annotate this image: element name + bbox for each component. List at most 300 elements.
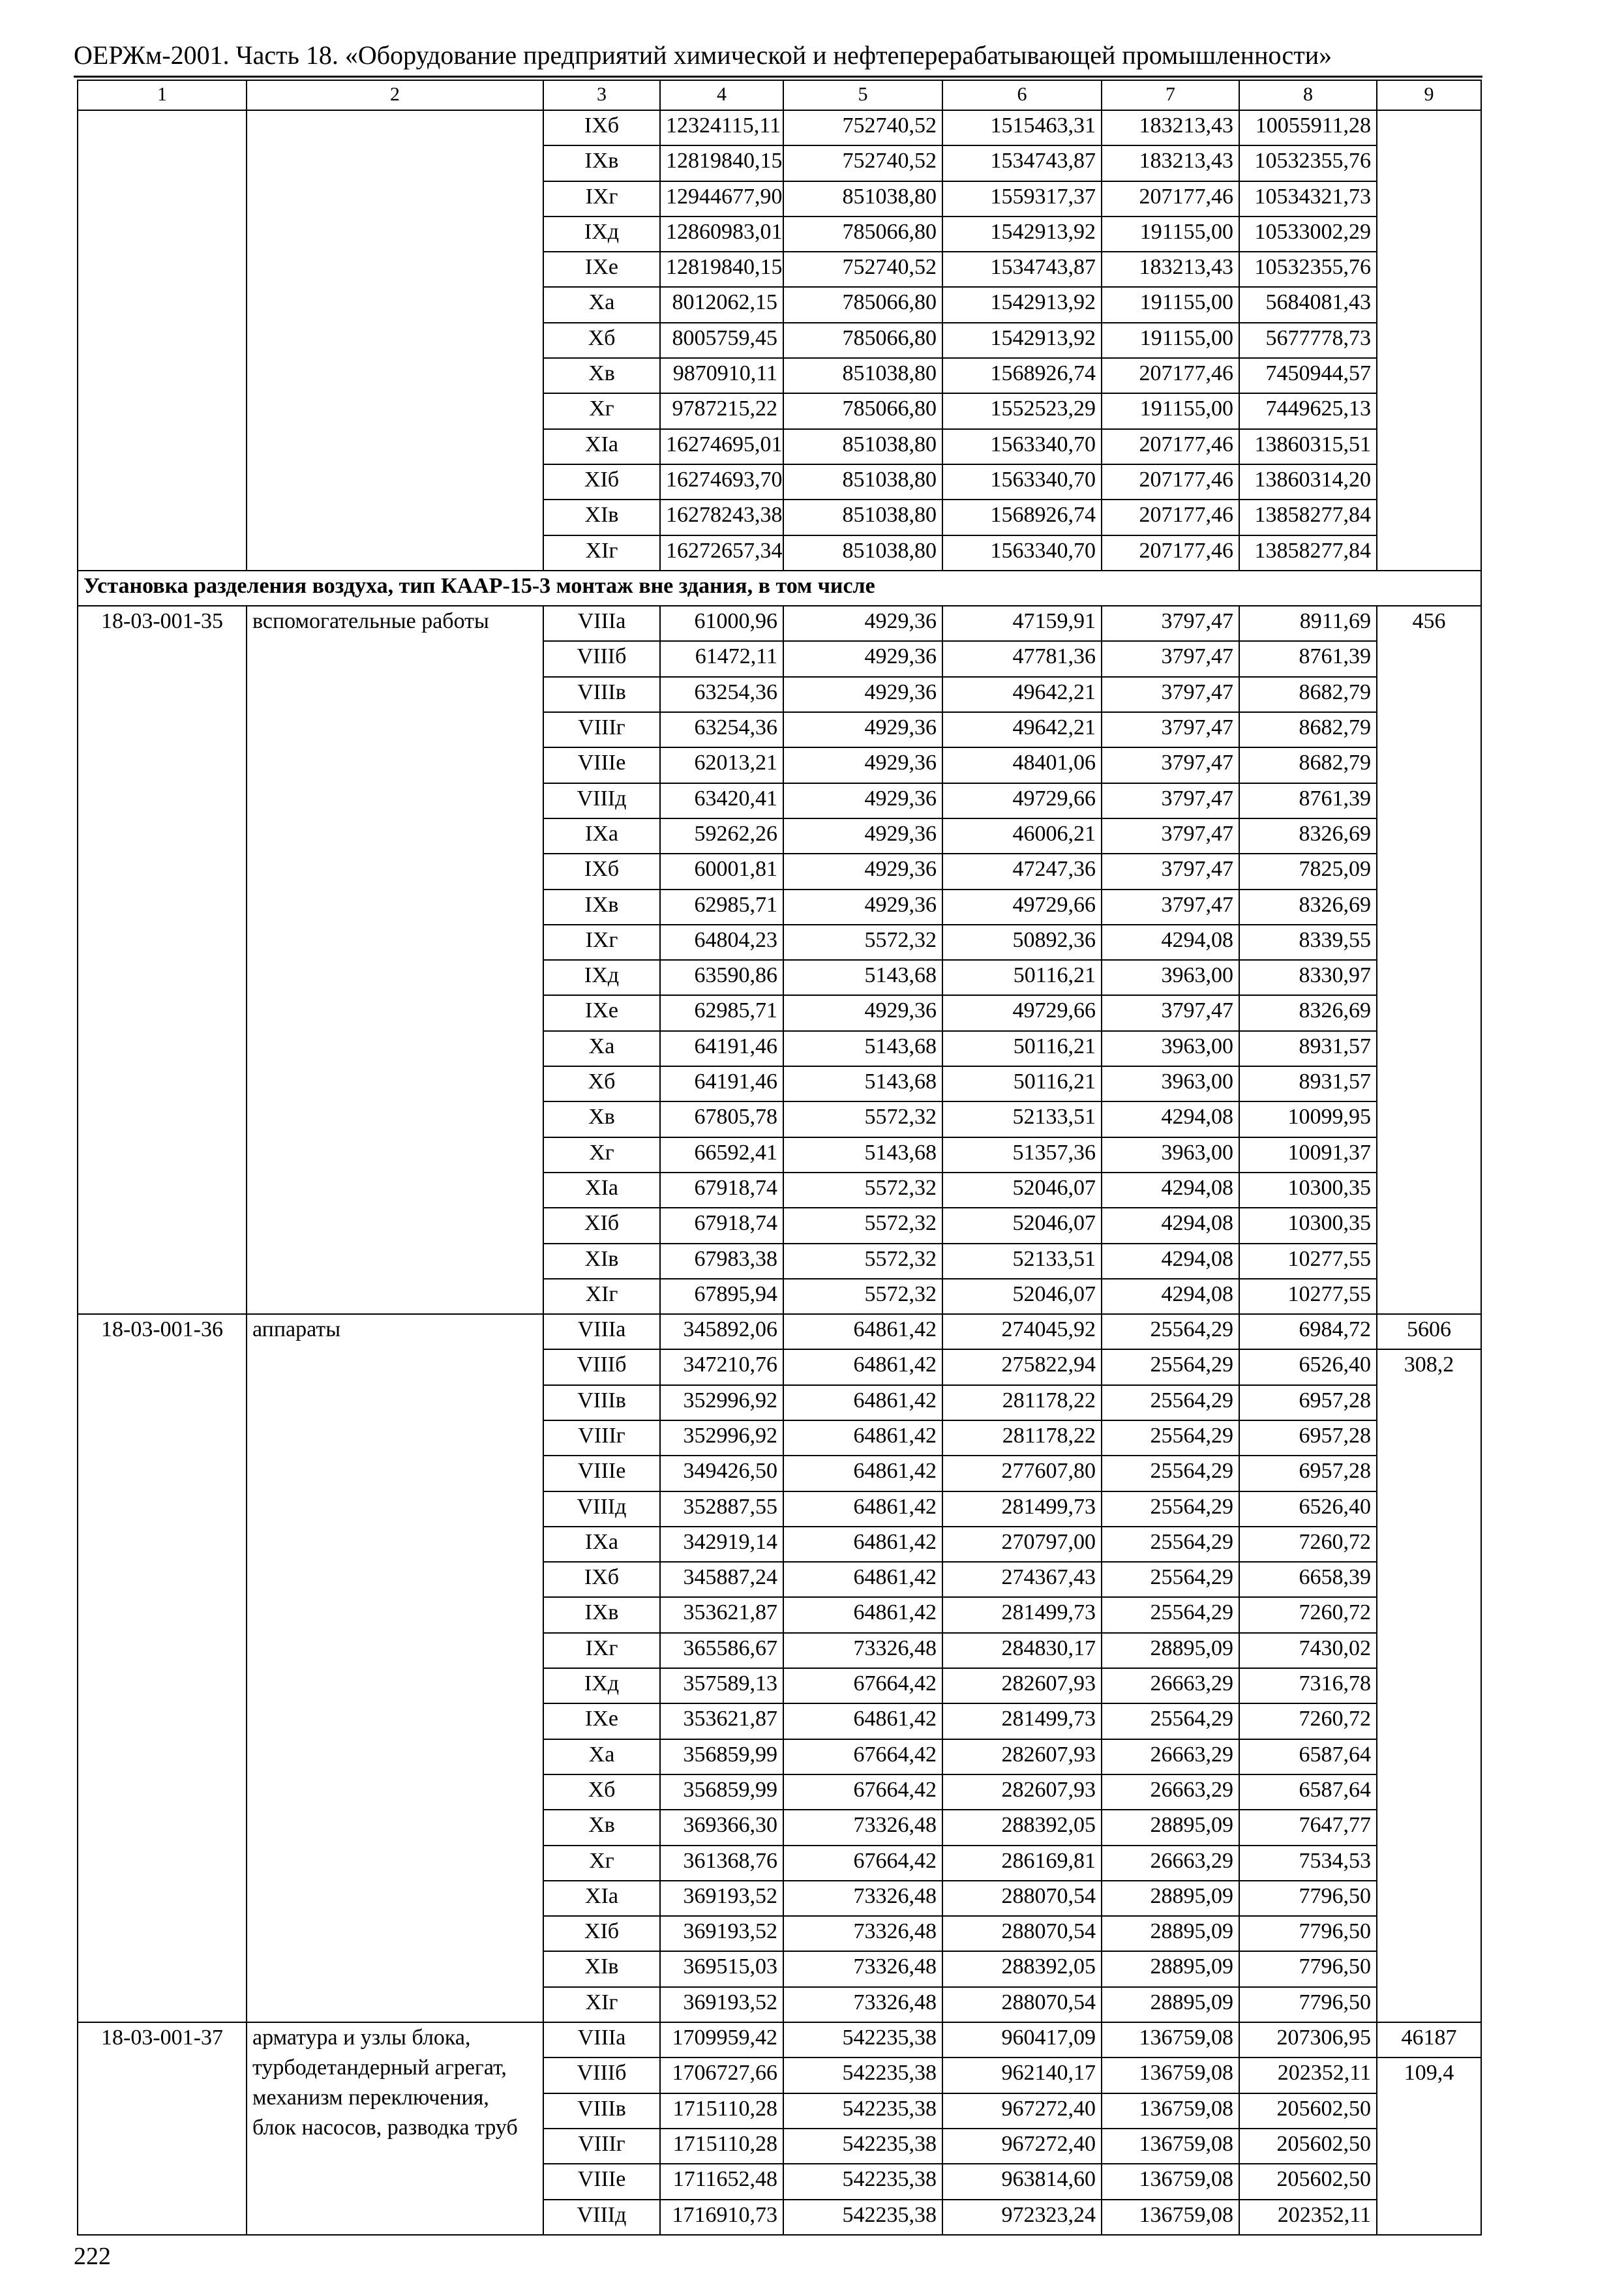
value-cell: 50116,21 bbox=[942, 1031, 1102, 1066]
value-cell: 542235,38 bbox=[783, 2022, 942, 2057]
value-cell: 28895,09 bbox=[1102, 1916, 1239, 1951]
zone-cell: XIа bbox=[543, 1881, 660, 1916]
value-cell: 967272,40 bbox=[942, 2129, 1102, 2164]
value-cell: 50116,21 bbox=[942, 1066, 1102, 1101]
value-cell: 752740,52 bbox=[783, 252, 942, 287]
value-cell: 851038,80 bbox=[783, 181, 942, 217]
value-cell: 8761,39 bbox=[1239, 641, 1377, 676]
zone-cell: IXв bbox=[543, 145, 660, 181]
value-cell: 1563340,70 bbox=[942, 464, 1102, 500]
value-cell: 960417,09 bbox=[942, 2022, 1102, 2057]
value-cell: 851038,80 bbox=[783, 429, 942, 464]
value-cell: 5572,32 bbox=[783, 1244, 942, 1279]
value-cell: 25564,29 bbox=[1102, 1456, 1239, 1491]
value-cell: 274045,92 bbox=[942, 1314, 1102, 1349]
column-number: 9 bbox=[1377, 80, 1481, 110]
value-cell: 207177,46 bbox=[1102, 358, 1239, 393]
value-cell: 136759,08 bbox=[1102, 2022, 1239, 2057]
value-cell: 202352,11 bbox=[1239, 2200, 1377, 2235]
zone-cell: VIIIб bbox=[543, 641, 660, 676]
value-cell: 49729,66 bbox=[942, 890, 1102, 925]
zone-cell: XIг bbox=[543, 1987, 660, 2022]
value-cell: 10532355,76 bbox=[1239, 145, 1377, 181]
name-cell: аппараты bbox=[247, 1314, 543, 2022]
value-cell: 67983,38 bbox=[660, 1244, 783, 1279]
value-cell: 64861,42 bbox=[783, 1456, 942, 1491]
value-cell: 52046,07 bbox=[942, 1208, 1102, 1243]
value-cell: 274367,43 bbox=[942, 1562, 1102, 1597]
value-cell: 3797,47 bbox=[1102, 606, 1239, 641]
zone-cell: IXд bbox=[543, 217, 660, 252]
value-cell: 3797,47 bbox=[1102, 995, 1239, 1030]
value-cell: 785066,80 bbox=[783, 323, 942, 358]
value-cell: 12819840,15 bbox=[660, 145, 783, 181]
section-title: Установка разделения воздуха, тип КААР-15-3 монтаж вне здания, в том числе bbox=[78, 571, 1481, 606]
value-cell: 542235,38 bbox=[783, 2200, 942, 2235]
value-cell: 25564,29 bbox=[1102, 1597, 1239, 1632]
value-cell: 4929,36 bbox=[783, 677, 942, 712]
value-cell: 47247,36 bbox=[942, 854, 1102, 889]
value-cell: 3797,47 bbox=[1102, 641, 1239, 676]
value-cell: 7449625,13 bbox=[1239, 393, 1377, 428]
value-cell: 50116,21 bbox=[942, 960, 1102, 995]
value-cell: 4929,36 bbox=[783, 747, 942, 783]
value-cell: 542235,38 bbox=[783, 2057, 942, 2093]
value-cell: 73326,48 bbox=[783, 1951, 942, 1986]
value-cell: 6984,72 bbox=[1239, 1314, 1377, 1349]
zone-cell: IXг bbox=[543, 1633, 660, 1668]
column-number-row bbox=[78, 80, 1481, 110]
value-cell: 851038,80 bbox=[783, 464, 942, 500]
value-cell: 26663,29 bbox=[1102, 1846, 1239, 1881]
value-cell: 5677778,73 bbox=[1239, 323, 1377, 358]
value-cell: 270797,00 bbox=[942, 1527, 1102, 1562]
value-cell: 4929,36 bbox=[783, 606, 942, 641]
value-cell: 73326,48 bbox=[783, 1987, 942, 2022]
value-cell: 73326,48 bbox=[783, 1633, 942, 1668]
code-cell: 18-03-001-35 bbox=[78, 606, 247, 1314]
value-cell: 281499,73 bbox=[942, 1597, 1102, 1632]
value-cell: 963814,60 bbox=[942, 2164, 1102, 2199]
value-cell: 281178,22 bbox=[942, 1420, 1102, 1456]
value-cell: 369515,03 bbox=[660, 1951, 783, 1986]
value-cell: 73326,48 bbox=[783, 1810, 942, 1845]
value-cell: 4929,36 bbox=[783, 995, 942, 1030]
value-cell: 64861,42 bbox=[783, 1385, 942, 1420]
zone-cell: VIIIе bbox=[543, 747, 660, 783]
value-cell: 3797,47 bbox=[1102, 854, 1239, 889]
value-cell: 1568926,74 bbox=[942, 358, 1102, 393]
value-cell: 67918,74 bbox=[660, 1208, 783, 1243]
value-cell: 4294,08 bbox=[1102, 1279, 1239, 1314]
zone-cell: VIIIд bbox=[543, 783, 660, 818]
value-cell: 4294,08 bbox=[1102, 1208, 1239, 1243]
value-cell: 361368,76 bbox=[660, 1846, 783, 1881]
column-number: 6 bbox=[942, 80, 1102, 110]
value-cell: 542235,38 bbox=[783, 2093, 942, 2129]
zone-cell: IXд bbox=[543, 960, 660, 995]
value-cell: 5572,32 bbox=[783, 1279, 942, 1314]
value-cell: 6957,28 bbox=[1239, 1420, 1377, 1456]
code-cell: 18-03-001-36 bbox=[78, 1314, 247, 2022]
value-cell: 136759,08 bbox=[1102, 2057, 1239, 2093]
zone-cell: VIIIг bbox=[543, 712, 660, 747]
value-cell: 282607,93 bbox=[942, 1739, 1102, 1774]
zone-cell: IXе bbox=[543, 995, 660, 1030]
value-cell: 6526,40 bbox=[1239, 1491, 1377, 1527]
value-cell: 5572,32 bbox=[783, 1173, 942, 1208]
value-cell: 207177,46 bbox=[1102, 181, 1239, 217]
value-cell: 7534,53 bbox=[1239, 1846, 1377, 1881]
value-cell: 1711652,48 bbox=[660, 2164, 783, 2199]
value-cell: 7260,72 bbox=[1239, 1527, 1377, 1562]
value-cell: 16274693,70 bbox=[660, 464, 783, 500]
name-cell: вспомогательные работы bbox=[247, 606, 543, 1314]
value-cell: 25564,29 bbox=[1102, 1420, 1239, 1456]
value-cell: 288070,54 bbox=[942, 1881, 1102, 1916]
zone-cell: VIIIб bbox=[543, 2057, 660, 2093]
value-cell: 12860983,01 bbox=[660, 217, 783, 252]
value-cell: 8326,69 bbox=[1239, 890, 1377, 925]
value-cell: 205602,50 bbox=[1239, 2164, 1377, 2199]
value-cell: 62013,21 bbox=[660, 747, 783, 783]
value-cell: 52133,51 bbox=[942, 1244, 1102, 1279]
value-cell: 49642,21 bbox=[942, 677, 1102, 712]
value-cell: 12324115,11 bbox=[660, 110, 783, 145]
value-cell: 47159,91 bbox=[942, 606, 1102, 641]
value-cell: 28895,09 bbox=[1102, 1951, 1239, 1986]
value-cell: 1534743,87 bbox=[942, 145, 1102, 181]
value-cell: 191155,00 bbox=[1102, 323, 1239, 358]
value-cell: 9787215,22 bbox=[660, 393, 783, 428]
value-cell: 6658,39 bbox=[1239, 1562, 1377, 1597]
value-cell: 1515463,31 bbox=[942, 110, 1102, 145]
value-cell: 345887,24 bbox=[660, 1562, 783, 1597]
value-cell: 6587,64 bbox=[1239, 1774, 1377, 1810]
value-cell: 542235,38 bbox=[783, 2164, 942, 2199]
zone-cell: VIIIа bbox=[543, 1314, 660, 1349]
zone-cell: IXб bbox=[543, 854, 660, 889]
zone-cell: XIа bbox=[543, 1173, 660, 1208]
value-cell: 4294,08 bbox=[1102, 1101, 1239, 1137]
value-cell: 67918,74 bbox=[660, 1173, 783, 1208]
value-cell: 8339,55 bbox=[1239, 925, 1377, 960]
section-row bbox=[78, 571, 1481, 606]
value-cell: 64191,46 bbox=[660, 1031, 783, 1066]
value-cell: 64861,42 bbox=[783, 1562, 942, 1597]
value-cell: 3963,00 bbox=[1102, 1137, 1239, 1173]
value-cell: 8330,97 bbox=[1239, 960, 1377, 995]
value-cell: 207177,46 bbox=[1102, 464, 1239, 500]
value-cell: 28895,09 bbox=[1102, 1810, 1239, 1845]
value-cell: 136759,08 bbox=[1102, 2129, 1239, 2164]
value-cell: 3963,00 bbox=[1102, 1031, 1239, 1066]
value-cell: 3797,47 bbox=[1102, 747, 1239, 783]
value-cell: 4929,36 bbox=[783, 818, 942, 854]
value-cell: 62985,71 bbox=[660, 890, 783, 925]
zone-cell: VIIIв bbox=[543, 2093, 660, 2129]
value-cell: 4929,36 bbox=[783, 783, 942, 818]
value-cell: 7647,77 bbox=[1239, 1810, 1377, 1845]
value-cell: 64861,42 bbox=[783, 1527, 942, 1562]
zone-cell: Xа bbox=[543, 287, 660, 322]
value-cell: 5143,68 bbox=[783, 1031, 942, 1066]
value-cell: 13858277,84 bbox=[1239, 535, 1377, 571]
zone-cell: VIIIд bbox=[543, 1491, 660, 1527]
zone-cell: IXа bbox=[543, 1527, 660, 1562]
value-cell: 67895,94 bbox=[660, 1279, 783, 1314]
value-cell: 10533002,29 bbox=[1239, 217, 1377, 252]
value-cell: 282607,93 bbox=[942, 1668, 1102, 1703]
value-cell: 1706727,66 bbox=[660, 2057, 783, 2093]
value-cell: 64804,23 bbox=[660, 925, 783, 960]
value-cell: 47781,36 bbox=[942, 641, 1102, 676]
value-cell: 67664,42 bbox=[783, 1846, 942, 1881]
value-cell: 286169,81 bbox=[942, 1846, 1102, 1881]
value-cell: 26663,29 bbox=[1102, 1668, 1239, 1703]
value-cell: 62985,71 bbox=[660, 995, 783, 1030]
value-cell: 1563340,70 bbox=[942, 429, 1102, 464]
value-cell: 205602,50 bbox=[1239, 2129, 1377, 2164]
zone-cell: XIб bbox=[543, 1916, 660, 1951]
value-cell: 281499,73 bbox=[942, 1491, 1102, 1527]
column-number: 5 bbox=[783, 80, 942, 110]
zone-cell: VIIIе bbox=[543, 2164, 660, 2199]
value-cell: 4929,36 bbox=[783, 712, 942, 747]
value-cell: 962140,17 bbox=[942, 2057, 1102, 2093]
value-cell: 67664,42 bbox=[783, 1774, 942, 1810]
column-number: 7 bbox=[1102, 80, 1239, 110]
value-cell: 5143,68 bbox=[783, 1137, 942, 1173]
value-cell: 52046,07 bbox=[942, 1173, 1102, 1208]
value-cell: 7796,50 bbox=[1239, 1916, 1377, 1951]
value-cell: 277607,80 bbox=[942, 1456, 1102, 1491]
value-cell: 63254,36 bbox=[660, 712, 783, 747]
zone-cell: VIIIг bbox=[543, 1420, 660, 1456]
value-cell: 967272,40 bbox=[942, 2093, 1102, 2129]
value-cell: 12819840,15 bbox=[660, 252, 783, 287]
header-rule bbox=[74, 76, 1482, 78]
col9-cell: 456 bbox=[1377, 606, 1481, 1314]
value-cell: 785066,80 bbox=[783, 393, 942, 428]
value-cell: 275822,94 bbox=[942, 1349, 1102, 1384]
value-cell: 64861,42 bbox=[783, 1314, 942, 1349]
value-cell: 3797,47 bbox=[1102, 890, 1239, 925]
value-cell: 347210,76 bbox=[660, 1349, 783, 1384]
name-cell bbox=[247, 110, 543, 571]
value-cell: 352996,92 bbox=[660, 1420, 783, 1456]
value-cell: 356859,99 bbox=[660, 1739, 783, 1774]
value-cell: 59262,26 bbox=[660, 818, 783, 854]
value-cell: 67664,42 bbox=[783, 1668, 942, 1703]
value-cell: 25564,29 bbox=[1102, 1385, 1239, 1420]
value-cell: 357589,13 bbox=[660, 1668, 783, 1703]
table-row bbox=[78, 2022, 1481, 2057]
value-cell: 7796,50 bbox=[1239, 1987, 1377, 2022]
value-cell: 356859,99 bbox=[660, 1774, 783, 1810]
value-cell: 10055911,28 bbox=[1239, 110, 1377, 145]
zone-cell: VIIIв bbox=[543, 677, 660, 712]
value-cell: 8682,79 bbox=[1239, 712, 1377, 747]
zone-cell: XIв bbox=[543, 1951, 660, 1986]
value-cell: 10532355,76 bbox=[1239, 252, 1377, 287]
value-cell: 51357,36 bbox=[942, 1137, 1102, 1173]
zone-cell: Xв bbox=[543, 1810, 660, 1845]
value-cell: 26663,29 bbox=[1102, 1774, 1239, 1810]
value-cell: 183213,43 bbox=[1102, 110, 1239, 145]
value-cell: 64861,42 bbox=[783, 1597, 942, 1632]
zone-cell: IXг bbox=[543, 181, 660, 217]
value-cell: 25564,29 bbox=[1102, 1314, 1239, 1349]
value-cell: 50892,36 bbox=[942, 925, 1102, 960]
zone-cell: IXа bbox=[543, 818, 660, 854]
value-cell: 785066,80 bbox=[783, 217, 942, 252]
value-cell: 191155,00 bbox=[1102, 287, 1239, 322]
zone-cell: VIIIе bbox=[543, 1456, 660, 1491]
value-cell: 8931,57 bbox=[1239, 1031, 1377, 1066]
zone-cell: IXе bbox=[543, 252, 660, 287]
value-cell: 785066,80 bbox=[783, 287, 942, 322]
name-cell: арматура и узлы блока, турбодетандерный агрегат, механизм переключения, блок насосов, разводка труб bbox=[247, 2022, 543, 2235]
value-cell: 63590,86 bbox=[660, 960, 783, 995]
value-cell: 5684081,43 bbox=[1239, 287, 1377, 322]
value-cell: 8012062,15 bbox=[660, 287, 783, 322]
zone-cell: Xа bbox=[543, 1739, 660, 1774]
column-number: 4 bbox=[660, 80, 783, 110]
value-cell: 851038,80 bbox=[783, 358, 942, 393]
value-cell: 207177,46 bbox=[1102, 429, 1239, 464]
value-cell: 752740,52 bbox=[783, 110, 942, 145]
value-cell: 13860314,20 bbox=[1239, 464, 1377, 500]
col9-cell: 109,4 bbox=[1377, 2057, 1481, 2234]
value-cell: 13858277,84 bbox=[1239, 500, 1377, 535]
value-cell: 4929,36 bbox=[783, 641, 942, 676]
column-number: 3 bbox=[543, 80, 660, 110]
value-cell: 4294,08 bbox=[1102, 925, 1239, 960]
zone-cell: IXд bbox=[543, 1668, 660, 1703]
value-cell: 5143,68 bbox=[783, 1066, 942, 1101]
value-cell: 7260,72 bbox=[1239, 1703, 1377, 1739]
value-cell: 16272657,34 bbox=[660, 535, 783, 571]
zone-cell: IXб bbox=[543, 110, 660, 145]
value-cell: 6587,64 bbox=[1239, 1739, 1377, 1774]
value-cell: 205602,50 bbox=[1239, 2093, 1377, 2129]
zone-cell: IXб bbox=[543, 1562, 660, 1597]
col9-cell: 308,2 bbox=[1377, 1349, 1481, 2022]
value-cell: 25564,29 bbox=[1102, 1491, 1239, 1527]
value-cell: 13860315,51 bbox=[1239, 429, 1377, 464]
zone-cell: Xб bbox=[543, 323, 660, 358]
value-cell: 342919,14 bbox=[660, 1527, 783, 1562]
value-cell: 3797,47 bbox=[1102, 712, 1239, 747]
value-cell: 369366,30 bbox=[660, 1810, 783, 1845]
value-cell: 10300,35 bbox=[1239, 1208, 1377, 1243]
zone-cell: IXв bbox=[543, 890, 660, 925]
value-cell: 1534743,87 bbox=[942, 252, 1102, 287]
value-cell: 10277,55 bbox=[1239, 1279, 1377, 1314]
value-cell: 7796,50 bbox=[1239, 1881, 1377, 1916]
value-cell: 288070,54 bbox=[942, 1916, 1102, 1951]
value-cell: 353621,87 bbox=[660, 1703, 783, 1739]
value-cell: 66592,41 bbox=[660, 1137, 783, 1173]
value-cell: 183213,43 bbox=[1102, 252, 1239, 287]
value-cell: 288070,54 bbox=[942, 1987, 1102, 2022]
value-cell: 7796,50 bbox=[1239, 1951, 1377, 1986]
zone-cell: XIв bbox=[543, 500, 660, 535]
value-cell: 10091,37 bbox=[1239, 1137, 1377, 1173]
zone-cell: VIIIв bbox=[543, 1385, 660, 1420]
value-cell: 207177,46 bbox=[1102, 535, 1239, 571]
value-cell: 288392,05 bbox=[942, 1951, 1102, 1986]
value-cell: 64861,42 bbox=[783, 1491, 942, 1527]
value-cell: 851038,80 bbox=[783, 500, 942, 535]
value-cell: 25564,29 bbox=[1102, 1349, 1239, 1384]
value-cell: 202352,11 bbox=[1239, 2057, 1377, 2093]
value-cell: 3797,47 bbox=[1102, 677, 1239, 712]
value-cell: 1552523,29 bbox=[942, 393, 1102, 428]
zone-cell: VIIIг bbox=[543, 2129, 660, 2164]
table-row bbox=[78, 1314, 1481, 1349]
column-number: 1 bbox=[78, 80, 247, 110]
value-cell: 136759,08 bbox=[1102, 2093, 1239, 2129]
value-cell: 64861,42 bbox=[783, 1703, 942, 1739]
value-cell: 8326,69 bbox=[1239, 995, 1377, 1030]
zone-cell: XIг bbox=[543, 535, 660, 571]
value-cell: 345892,06 bbox=[660, 1314, 783, 1349]
value-cell: 282607,93 bbox=[942, 1774, 1102, 1810]
value-cell: 64191,46 bbox=[660, 1066, 783, 1101]
value-cell: 136759,08 bbox=[1102, 2164, 1239, 2199]
value-cell: 3963,00 bbox=[1102, 1066, 1239, 1101]
value-cell: 1542913,92 bbox=[942, 217, 1102, 252]
zone-cell: VIIIд bbox=[543, 2200, 660, 2235]
value-cell: 9870910,11 bbox=[660, 358, 783, 393]
value-cell: 284830,17 bbox=[942, 1633, 1102, 1668]
zone-cell: Xв bbox=[543, 1101, 660, 1137]
zone-cell: Xа bbox=[543, 1031, 660, 1066]
value-cell: 52046,07 bbox=[942, 1279, 1102, 1314]
value-cell: 8911,69 bbox=[1239, 606, 1377, 641]
zone-cell: XIб bbox=[543, 464, 660, 500]
table-row bbox=[78, 606, 1481, 641]
value-cell: 136759,08 bbox=[1102, 2200, 1239, 2235]
value-cell: 349426,50 bbox=[660, 1456, 783, 1491]
value-cell: 281178,22 bbox=[942, 1385, 1102, 1420]
value-cell: 1563340,70 bbox=[942, 535, 1102, 571]
value-cell: 52133,51 bbox=[942, 1101, 1102, 1137]
value-cell: 7316,78 bbox=[1239, 1668, 1377, 1703]
value-cell: 5572,32 bbox=[783, 925, 942, 960]
value-cell: 8682,79 bbox=[1239, 677, 1377, 712]
table-row bbox=[78, 110, 1481, 145]
value-cell: 1715110,28 bbox=[660, 2093, 783, 2129]
zone-cell: IXе bbox=[543, 1703, 660, 1739]
value-cell: 10300,35 bbox=[1239, 1173, 1377, 1208]
value-cell: 28895,09 bbox=[1102, 1633, 1239, 1668]
col9-cell bbox=[1377, 110, 1481, 571]
value-cell: 7260,72 bbox=[1239, 1597, 1377, 1632]
value-cell: 191155,00 bbox=[1102, 217, 1239, 252]
page-number: 222 bbox=[74, 2243, 111, 2270]
value-cell: 73326,48 bbox=[783, 1881, 942, 1916]
value-cell: 49729,66 bbox=[942, 783, 1102, 818]
value-cell: 369193,52 bbox=[660, 1916, 783, 1951]
value-cell: 6957,28 bbox=[1239, 1456, 1377, 1491]
value-cell: 7450944,57 bbox=[1239, 358, 1377, 393]
value-cell: 1709959,42 bbox=[660, 2022, 783, 2057]
col9-cell: 5606 bbox=[1377, 1314, 1481, 1349]
value-cell: 281499,73 bbox=[942, 1703, 1102, 1739]
